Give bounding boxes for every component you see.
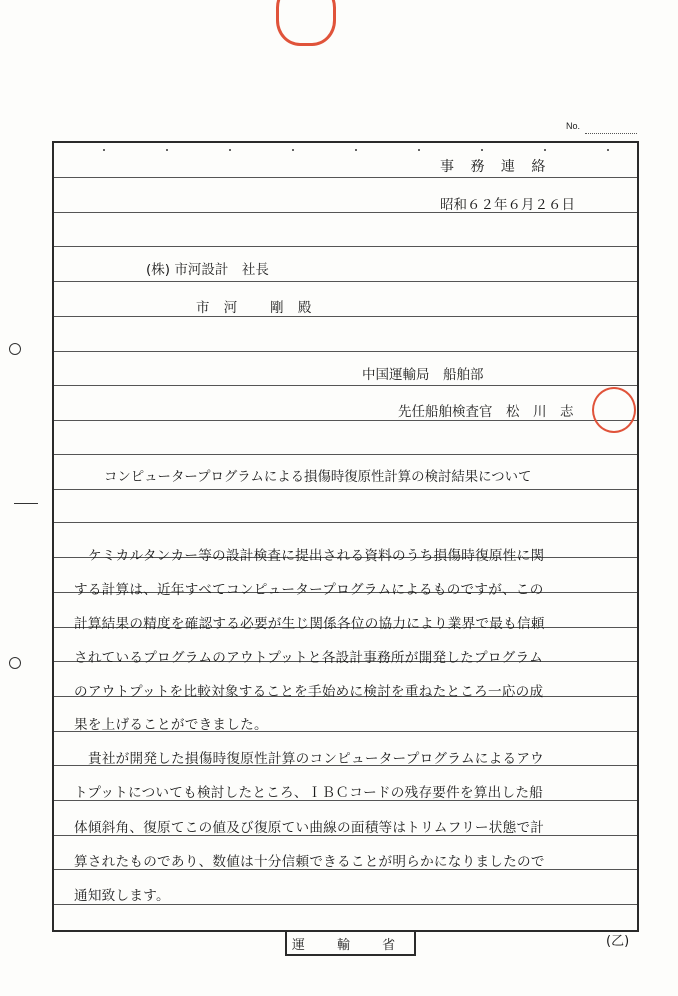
ruled-line bbox=[54, 420, 637, 421]
tick-dot bbox=[229, 149, 231, 151]
ruled-line bbox=[54, 316, 637, 317]
body-line: のアウトプットを比較対象することを手始めに検討を重ねたところ一応の成 bbox=[74, 684, 544, 700]
number-label: No. bbox=[566, 121, 581, 131]
body-line: 通知致します。 bbox=[74, 888, 170, 904]
body-line: 体傾斜角、復原てこの値及び復原てい曲線の面積等はトリムフリー状態で計 bbox=[74, 820, 545, 836]
ruled-line bbox=[54, 454, 637, 455]
tick-dot bbox=[103, 149, 105, 151]
punch-hole bbox=[9, 657, 21, 669]
tick-dot bbox=[418, 149, 420, 151]
memo-date: 昭和６２年６月２６日 bbox=[440, 197, 575, 213]
top-seal-stamp bbox=[276, 0, 336, 46]
body-line: 計算結果の精度を確認する必要が生じ関係各位の協力により業界で最も信頼 bbox=[74, 616, 545, 632]
number-field-line bbox=[585, 133, 637, 134]
ruled-line bbox=[54, 177, 637, 178]
ruled-line bbox=[54, 351, 637, 352]
body-line: 算されたものであり、数値は十分信頼できることが明らかになりましたので bbox=[74, 854, 545, 870]
ruled-line bbox=[54, 246, 637, 247]
body-line: 貴社が開発した損傷時復原性計算のコンピュータープログラムによるアウ bbox=[88, 751, 545, 767]
tick-dot bbox=[355, 149, 357, 151]
body-line: されているプログラムのアウトプットと各設計事務所が開発したプログラム bbox=[74, 650, 544, 666]
punch-hole bbox=[9, 343, 21, 355]
ruled-line bbox=[54, 385, 637, 386]
ruled-line bbox=[54, 489, 637, 490]
ruled-line bbox=[54, 281, 637, 282]
tick-dot bbox=[481, 149, 483, 151]
body-line: ケミカルタンカー等の設計検査に提出される資料のうち損傷時復原性に関 bbox=[88, 548, 545, 564]
fold-mark bbox=[14, 503, 38, 504]
tick-dot bbox=[292, 149, 294, 151]
addressee-name: 市 河 剛 殿 bbox=[196, 300, 317, 316]
signer-seal-stamp bbox=[592, 387, 636, 433]
form-code: (乙) bbox=[606, 934, 630, 949]
tick-dot bbox=[544, 149, 546, 151]
addressee-company: (株) 市河設計 社長 bbox=[146, 262, 269, 278]
ruled-line bbox=[54, 904, 637, 905]
body-line: トプットについても検討したところ、ＩＢＣコードの残存要件を算出した船 bbox=[74, 785, 544, 801]
body-line: 果を上げることができました。 bbox=[74, 717, 268, 733]
body-line: する計算は、近年すべてコンピュータープログラムによるものですが、この bbox=[74, 582, 544, 598]
memo-title: 事 務 連 絡 bbox=[440, 159, 552, 175]
subject-line: コンピュータープログラムによる損傷時復原性計算の検討結果について bbox=[104, 470, 532, 485]
ministry-label: 運 輸 省 bbox=[291, 937, 410, 953]
ruled-line bbox=[54, 522, 637, 523]
sender-org: 中国運輸局 船舶部 bbox=[362, 367, 484, 383]
sender-title-name: 先任船舶検査官 松 川 志 bbox=[398, 404, 574, 420]
tick-dot bbox=[166, 149, 168, 151]
tick-dot bbox=[607, 149, 609, 151]
ministry-box bbox=[285, 932, 416, 956]
memo-form-frame bbox=[52, 141, 639, 932]
